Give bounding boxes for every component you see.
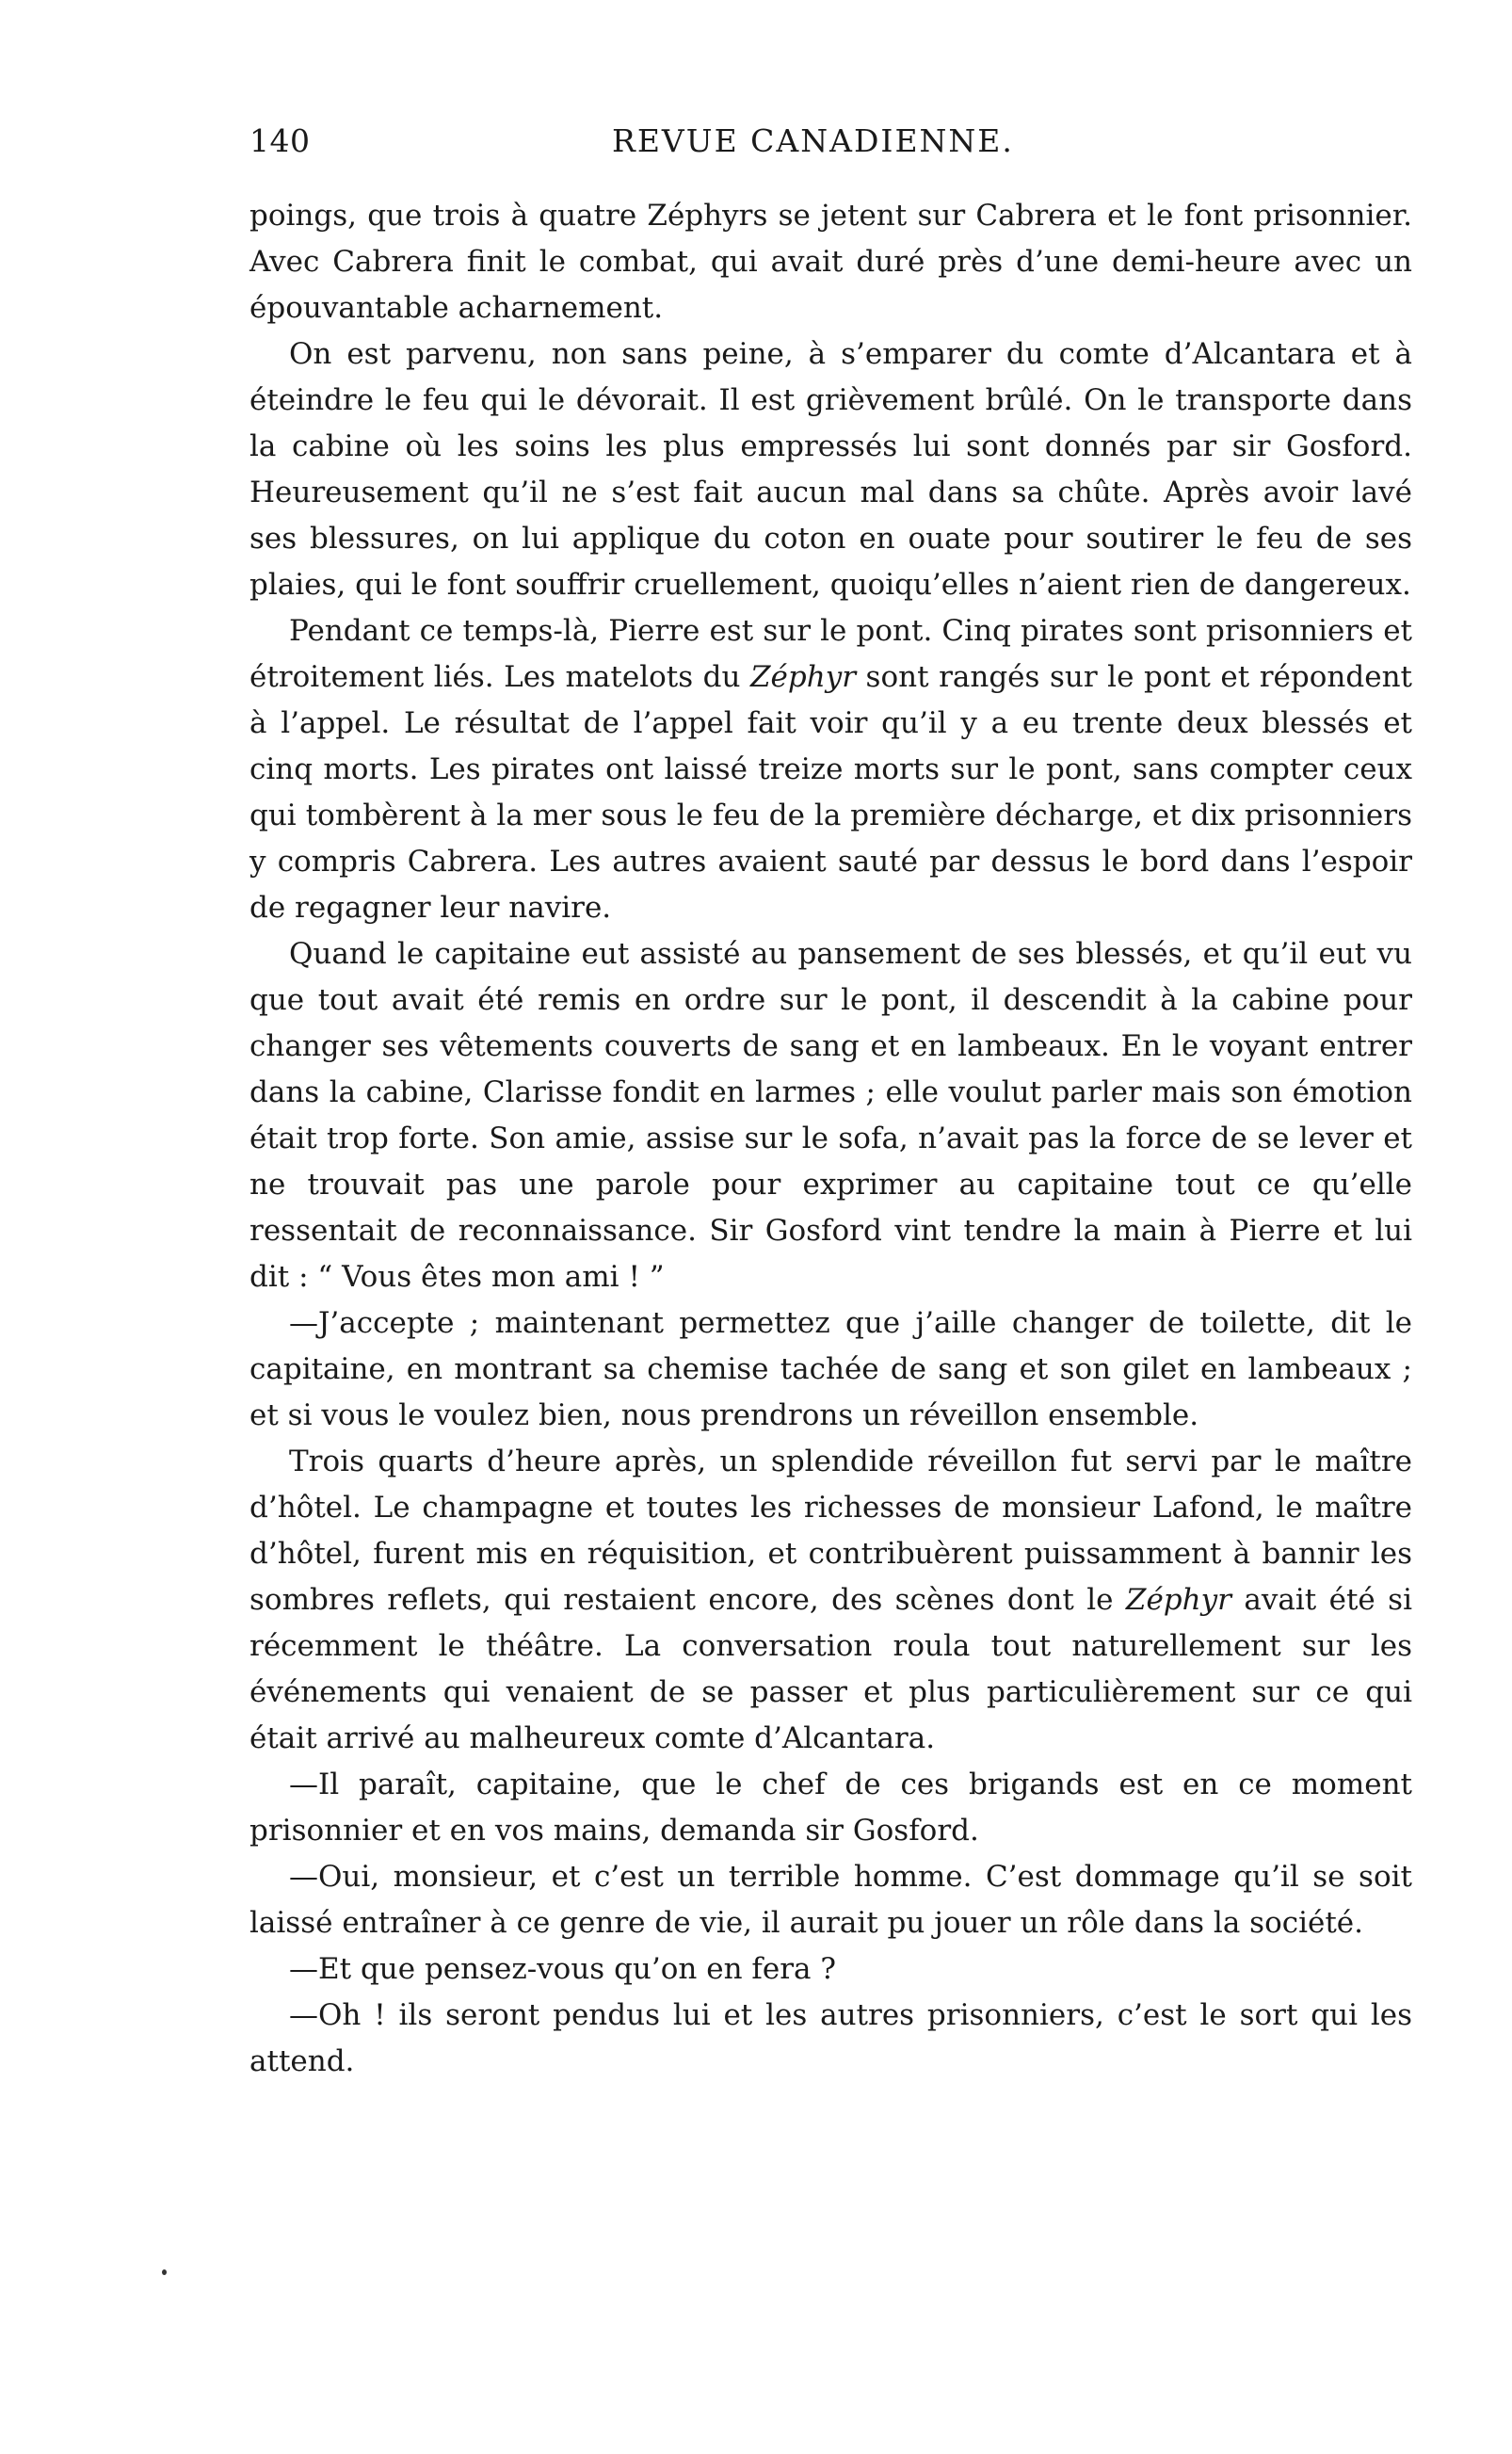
paragraph-text: —Oui, monsieur, et c’est un terrible homme. C’est dommage qu’il se soit laissé entraîner à ce genre de vie, il aurait pu jouer un rôle dans la société.	[249, 1860, 1412, 1940]
paragraph	[249, 1946, 1412, 1993]
paragraph	[249, 1854, 1412, 1946]
paragraph	[249, 1993, 1412, 2085]
page-header	[249, 122, 1417, 170]
paragraph-text: poings, que trois à quatre Zéphyrs se jetent sur Cabrera et le font prisonnier. Avec Cabrera finit le combat, qui avait duré près d’une demi-heure avec un épouvantable acharnement.	[249, 199, 1412, 325]
paragraph-text: avait été si récemment le théâtre. La conversation roula tout naturellement sur les événements qui venaient de se passer et plus particulièrement sur ce qui était arrivé au malheureux comte d’Alcantara.	[249, 1583, 1412, 1755]
paragraph	[249, 1762, 1412, 1854]
paragraph-text: —Il paraît, capitaine, que le chef de ces brigands est en ce moment prisonnier et en vos mains, demanda sir Gosford.	[249, 1768, 1412, 1848]
paragraph-text: Trois quarts d’heure après, un splendide réveillon fut servi par le maître d’hôtel. Le champagne et toutes les richesses de monsieur Lafond, le maître d’hôtel, furent mis en réquisition, et contribuèrent puissamment à bannir les sombres reflets, qui restaient encore, des scènes dont le	[249, 1445, 1412, 1617]
ink-speck	[162, 2269, 167, 2275]
running-title: REVUE CANADIENNE.	[612, 122, 1014, 159]
italic-ship-name: Zéphyr	[750, 660, 857, 694]
paragraph	[249, 331, 1412, 608]
paragraph	[249, 193, 1412, 331]
paragraph	[249, 931, 1412, 1300]
paragraph-text: Pendant ce temps-là, Pierre est sur le pont. Cinq pirates sont prisonniers et étroitement liés. Les matelots du	[249, 614, 1412, 694]
paragraph-text: —Oh ! ils seront pendus lui et les autres prisonniers, c’est le sort qui les attend.	[249, 1998, 1412, 2078]
paragraph	[249, 1300, 1412, 1439]
paragraph-text: —J’accepte ; maintenant permettez que j’aille changer de toilette, dit le capitaine, en montrant sa chemise tachée de sang et son gilet en lambeaux ; et si vous le voulez bien, nous prendrons un réveillon ensemble.	[249, 1306, 1412, 1432]
paragraph-text: —Et que pensez-vous qu’on en fera ?	[289, 1952, 836, 1986]
paragraph-text: Quand le capitaine eut assisté au pansement de ses blessés, et qu’il eut vu que tout avait été remis en ordre sur le pont, il descendit à la cabine pour changer ses vêtements couverts de sang et en lambeaux. En le voyant entrer dans la cabine, Clarisse fondit en larmes ; elle voulut parler mais son émotion était trop forte. Son amie, assise sur le sofa, n’avait pas la force de se lever et ne trouvait pas une parole pour exprimer au capitaine tout ce qu’elle ressentait de reconnaissance. Sir Gosford vint tendre la main à Pierre et lui dit : “ Vous êtes mon ami ! ”	[249, 937, 1412, 1294]
paragraph	[249, 608, 1412, 931]
italic-ship-name: Zéphyr	[1125, 1583, 1231, 1617]
paragraph-text: On est parvenu, non sans peine, à s’emparer du comte d’Alcantara et à éteindre le feu qui le dévorait. Il est grièvement brûlé. On le transporte dans la cabine où les soins les plus empressés lui sont donnés par sir Gosford. Heureusement qu’il ne s’est fait aucun mal dans sa chûte. Après avoir lavé ses blessures, on lui applique du coton en ouate pour soutirer le feu de ses plaies, qui le font souffrir cruellement, quoiqu’elles n’aient rien de dangereux.	[249, 337, 1412, 602]
body-text	[249, 193, 1412, 2085]
paragraph-text: sont rangés sur le pont et répondent à l’appel. Le résultat de l’appel fait voir qu’il y a eu trente deux blessés et cinq morts. Les pirates ont laissé treize morts sur le pont, sans compter ceux qui tombèrent à la mer sous le feu de la première décharge, et dix prisonniers y compris Cabrera. Les autres avaient sauté par dessus le bord dans l’espoir de regagner leur navire.	[249, 660, 1412, 925]
paragraph	[249, 1439, 1412, 1762]
page-number: 140	[249, 122, 311, 159]
